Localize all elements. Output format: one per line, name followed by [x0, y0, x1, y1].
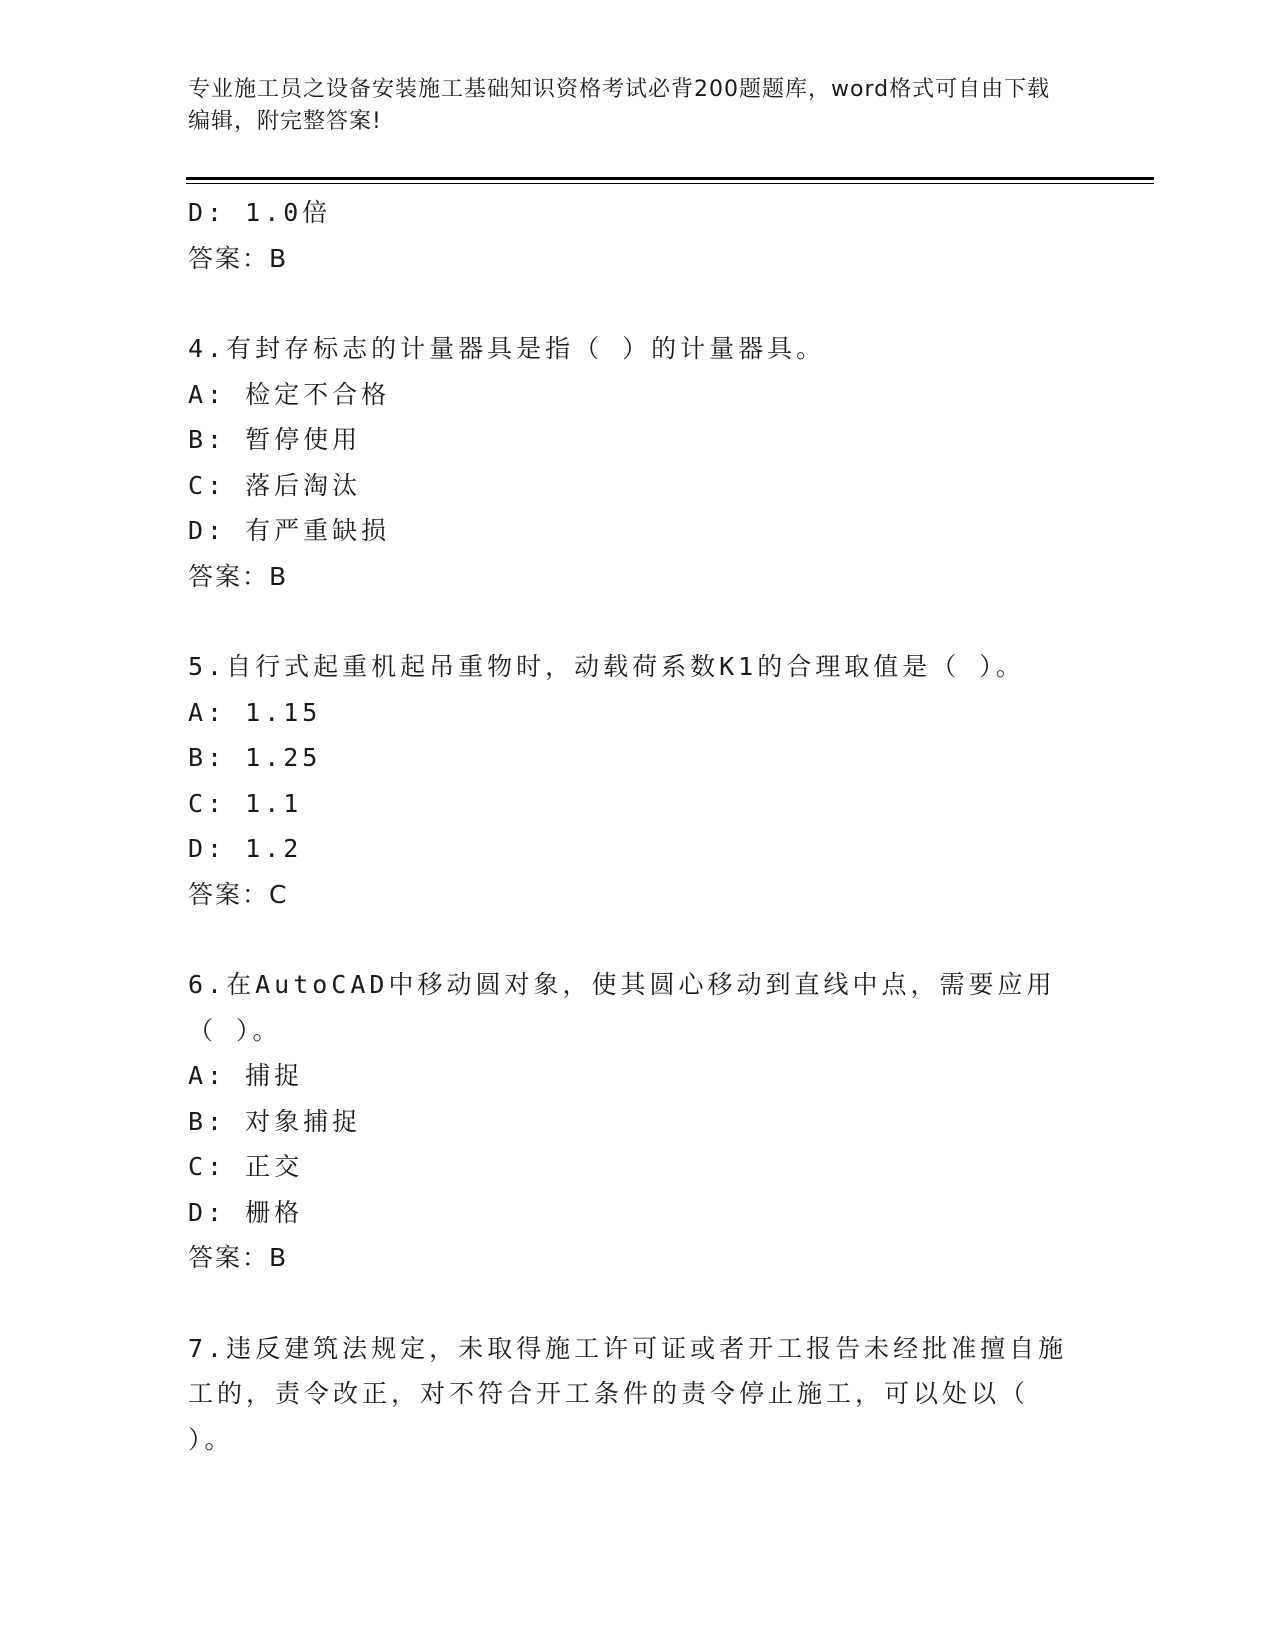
question-3-tail — [188, 190, 1068, 281]
answer-line: 答案：C — [188, 879, 289, 909]
option-d: D: 1.0倍 — [188, 198, 332, 227]
option-a: A: 捕捉 — [188, 1061, 304, 1090]
question-5 — [188, 644, 1068, 917]
option-a: A: 检定不合格 — [188, 379, 391, 409]
option-b: B: 1.25 — [188, 743, 322, 772]
question-text: 4.有封存标志的计量器具是指（ ）的计量器具。 — [188, 334, 826, 363]
document-title: 专业施工员之设备安装施工基础知识资格考试必背200题题库，word格式可自由下载编辑，附完整答案! — [188, 77, 1051, 134]
document-body — [188, 190, 1068, 1462]
answer-line: 答案：B — [188, 561, 289, 591]
option-d: D: 1.2 — [188, 834, 303, 863]
option-c: C: 1.1 — [188, 788, 303, 818]
spacer — [188, 599, 1068, 644]
spacer — [188, 281, 1068, 326]
question-4 — [188, 326, 1068, 599]
document-header — [188, 74, 1068, 138]
question-text: 5.自行式起重机起吊重物时，动载荷系数K1的合理取值是（ ）。 — [188, 652, 1025, 681]
spacer — [188, 917, 1068, 962]
option-b: B: 对象捕捉 — [188, 1106, 362, 1136]
option-d: D: 栅格 — [188, 1197, 304, 1227]
option-b: B: 暂停使用 — [188, 425, 362, 454]
header-rule-thin — [186, 183, 1154, 184]
option-d: D: 有严重缺损 — [188, 516, 391, 545]
question-text: 7.违反建筑法规定，未取得施工许可证或者开工报告未经批准擅自施工的，责令改正，对不符合开工条件的责令停止施工，可以处以（ ）。 — [188, 1333, 1068, 1454]
answer-line: 答案：B — [188, 243, 289, 273]
question-text: 6.在AutoCAD中移动圆对象，使其圆心移动到直线中点，需要应用（ ）。 — [188, 970, 1056, 1045]
option-a: A: 1.15 — [188, 697, 322, 727]
question-6 — [188, 962, 1068, 1281]
option-c: C: 落后淘汰 — [188, 470, 362, 500]
option-c: C: 正交 — [188, 1152, 304, 1181]
answer-line: 答案：B — [188, 1243, 289, 1272]
header-rule-thick — [186, 177, 1154, 180]
question-7 — [188, 1326, 1068, 1463]
spacer — [188, 1281, 1068, 1326]
